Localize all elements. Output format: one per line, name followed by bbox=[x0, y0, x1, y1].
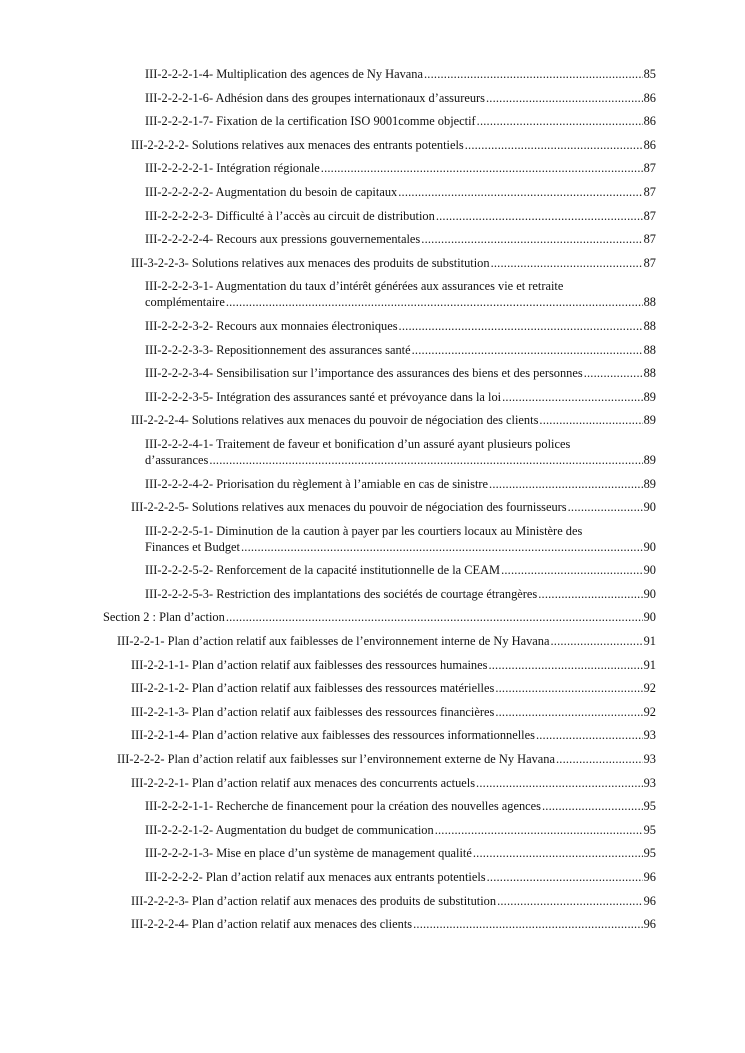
toc-entry[interactable] bbox=[145, 184, 656, 200]
dot-leader bbox=[502, 389, 643, 405]
dot-leader bbox=[209, 452, 642, 468]
toc-entry[interactable] bbox=[131, 499, 656, 515]
toc-entry-page-number: 88 bbox=[643, 318, 656, 333]
toc-entry-page-number: 87 bbox=[643, 208, 656, 223]
toc-entry-title: III-3-2-2-3- Solutions relatives aux menaces des produits de substitution bbox=[131, 255, 490, 270]
toc-entry-page-number: 96 bbox=[643, 870, 656, 884]
toc-entry[interactable] bbox=[131, 893, 656, 909]
toc-entry-page-number: 89 bbox=[643, 476, 656, 491]
toc-entry-title: III-2-2-2-5- Solutions relatives aux menaces du pouvoir de négociation des fournisseurs bbox=[131, 500, 567, 515]
dot-leader bbox=[421, 231, 642, 247]
toc-entry-title: III-2-2-2-4- Plan d’action relatif aux menaces des clients bbox=[131, 917, 413, 932]
dot-leader bbox=[465, 137, 643, 153]
toc-entry-title: III-2-2-1-1- Plan d’action relatif aux faiblesses des ressources humaines bbox=[131, 657, 488, 672]
toc-entry-title: III-2-2-2-2-2- Augmentation du besoin de capitaux bbox=[145, 184, 398, 199]
toc-entry[interactable] bbox=[103, 609, 656, 625]
toc-entry-title: III-2-2-2- Plan d’action relatif aux faiblesses sur l’environnement externe de Ny Havana bbox=[117, 752, 555, 767]
dot-leader bbox=[538, 586, 642, 602]
toc-entry-title: III-2-2-2-1-2- Augmentation du budget de communication bbox=[145, 822, 434, 837]
dot-leader bbox=[584, 365, 643, 381]
toc-entry[interactable] bbox=[131, 255, 656, 271]
toc-entry-page-number: 91 bbox=[643, 657, 656, 672]
toc-entry[interactable] bbox=[145, 66, 656, 82]
toc-entry-page-number: 88 bbox=[643, 342, 656, 357]
toc-entry-page-number: 95 bbox=[643, 799, 656, 814]
dot-leader bbox=[321, 160, 643, 176]
toc-entry-page-number: 92 bbox=[643, 681, 656, 696]
toc-entry-title: III-2-2-2-3-4- Sensibilisation sur l’importance des assurances des biens et des personnes bbox=[145, 366, 583, 381]
toc-entry[interactable] bbox=[145, 822, 656, 838]
toc-entry-title: III-2-2-2-5-3- Restriction des implantations des sociétés de courtage étrangères bbox=[145, 586, 538, 601]
toc-entry-title-continued: Finances et Budget bbox=[145, 539, 240, 554]
dot-leader bbox=[473, 845, 643, 861]
toc-entry[interactable] bbox=[145, 845, 656, 861]
dot-leader bbox=[487, 869, 643, 885]
toc-entry-page-number: 89 bbox=[643, 452, 656, 467]
dot-leader bbox=[539, 412, 642, 428]
toc-entry[interactable] bbox=[131, 727, 656, 743]
toc-entry-title: III-2-2-2-3-2- Recours aux monnaies électroniques bbox=[145, 318, 398, 333]
toc-entry-title: III-2-2-1-2- Plan d’action relatif aux faiblesses des ressources matérielles bbox=[131, 681, 495, 696]
toc-entry-page-number: 93 bbox=[643, 752, 656, 767]
toc-entry[interactable] bbox=[145, 476, 656, 492]
dot-leader bbox=[556, 751, 643, 767]
dot-leader bbox=[491, 255, 643, 271]
dot-leader bbox=[477, 113, 643, 129]
toc-entry-page-number: 87 bbox=[643, 184, 656, 199]
toc-entry-title: III-2-2-2-2- Solutions relatives aux menaces des entrants potentiels bbox=[131, 137, 464, 152]
toc-entry[interactable] bbox=[145, 318, 656, 334]
toc-entry[interactable] bbox=[131, 137, 656, 153]
toc-entry[interactable] bbox=[131, 680, 656, 696]
toc-entry[interactable] bbox=[131, 704, 656, 720]
toc-entry-page-number: 90 bbox=[643, 610, 656, 625]
toc-entry[interactable] bbox=[117, 633, 656, 649]
dot-leader bbox=[568, 499, 643, 515]
toc-entry-title: III-2-2-2-1-6- Adhésion dans des groupes internationaux d’assureurs bbox=[145, 90, 485, 105]
dot-leader bbox=[399, 318, 643, 334]
toc-entry[interactable] bbox=[145, 436, 656, 468]
toc-entry[interactable] bbox=[145, 342, 656, 358]
toc-entry-title: III-2-2-2-4- Solutions relatives aux menaces du pouvoir de négociation des clients bbox=[131, 413, 539, 428]
toc-entry-title: III-2-2-2-3-5- Intégration des assurances santé et prévoyance dans la loi bbox=[145, 389, 502, 404]
toc-entry-title: III-2-2-2-2-3- Difficulté à l’accès au circuit de distribution bbox=[145, 208, 435, 223]
toc-entry[interactable] bbox=[145, 586, 656, 602]
toc-entry-title: III-2-2-2-5-1- Diminution de la caution à payer par les courtiers locaux au Ministère des bbox=[145, 523, 583, 538]
toc-entry-title-continued: complémentaire bbox=[145, 295, 225, 310]
toc-entry[interactable] bbox=[145, 523, 656, 555]
toc-entry-page-number: 86 bbox=[643, 114, 656, 129]
toc-entry[interactable] bbox=[145, 113, 656, 129]
dot-leader bbox=[550, 633, 642, 649]
dot-leader bbox=[501, 562, 643, 578]
toc-entry-title: III-2-2-1- Plan d’action relatif aux faiblesses de l’environnement interne de Ny Havana bbox=[117, 634, 550, 649]
toc-entry-page-number: 86 bbox=[643, 90, 656, 105]
toc-entry-title: III-2-2-1-4- Plan d’action relative aux faiblesses des ressources informationnelles bbox=[131, 728, 535, 743]
toc-entry-title: III-2-2-2-3- Plan d’action relatif aux menaces des produits de substitution bbox=[131, 893, 497, 908]
toc-entry-title: III-2-2-2-5-2- Renforcement de la capacité institutionnelle de la CEAM bbox=[145, 563, 501, 578]
toc-entry[interactable] bbox=[131, 775, 656, 791]
toc-entry-page-number: 90 bbox=[643, 539, 656, 554]
toc-entry-page-number: 87 bbox=[643, 161, 656, 176]
toc-entry-page-number: 90 bbox=[643, 563, 656, 578]
toc-entry-page-number: 92 bbox=[643, 704, 656, 719]
toc-entry-page-number: 89 bbox=[643, 413, 656, 428]
toc-entry-title: III-2-2-2-2-1- Intégration régionale bbox=[145, 161, 320, 176]
dot-leader bbox=[497, 893, 643, 909]
dot-leader bbox=[226, 294, 643, 310]
toc-entry-title: III-2-2-2-4-2- Priorisation du règlement à l’amiable en cas de sinistre bbox=[145, 476, 489, 491]
toc-entry-title: III-2-2-2-2- Plan d’action relatif aux menaces aux entrants potentiels bbox=[145, 870, 486, 884]
toc-entry-page-number: 93 bbox=[643, 775, 656, 790]
toc-entry-page-number: 96 bbox=[643, 893, 656, 908]
toc-entry[interactable] bbox=[131, 916, 656, 932]
toc-entry-page-number: 89 bbox=[643, 389, 656, 404]
toc-entry-page-number: 88 bbox=[643, 366, 656, 381]
table-of-contents bbox=[0, 66, 745, 940]
toc-entry[interactable] bbox=[145, 869, 656, 885]
dot-leader bbox=[486, 90, 643, 106]
dot-leader bbox=[412, 342, 643, 358]
dot-leader bbox=[413, 916, 643, 932]
dot-leader bbox=[398, 184, 642, 200]
toc-entry[interactable] bbox=[131, 412, 656, 428]
toc-entry[interactable] bbox=[145, 90, 656, 106]
toc-entry[interactable] bbox=[117, 751, 656, 767]
dot-leader bbox=[226, 609, 643, 625]
toc-entry-page-number: 96 bbox=[643, 917, 656, 932]
toc-entry-page-number: 90 bbox=[643, 586, 656, 601]
toc-entry[interactable] bbox=[145, 160, 656, 176]
dot-leader bbox=[495, 680, 642, 696]
toc-entry-title: III-2-2-2-4-1- Traitement de faveur et bonification d’un assuré ayant plusieurs polices bbox=[145, 436, 571, 451]
toc-entry-page-number: 87 bbox=[643, 232, 656, 247]
dot-leader bbox=[542, 798, 643, 814]
toc-entry-title: III-2-2-2-1-4- Multiplication des agences de Ny Havana bbox=[145, 67, 423, 81]
toc-entry-title: III-2-2-1-3- Plan d’action relatif aux faiblesses des ressources financières bbox=[131, 704, 495, 719]
toc-entry[interactable] bbox=[145, 562, 656, 578]
toc-entry-title-continued: d’assurances bbox=[145, 452, 209, 467]
toc-entry-page-number: 95 bbox=[643, 822, 656, 837]
dot-leader bbox=[488, 657, 642, 673]
toc-entry[interactable] bbox=[145, 231, 656, 247]
toc-entry-title: III-2-2-2-3-1- Augmentation du taux d’intérêt générées aux assurances vie et retraite bbox=[145, 279, 564, 294]
toc-entry[interactable] bbox=[131, 657, 656, 673]
dot-leader bbox=[424, 66, 643, 82]
dot-leader bbox=[435, 822, 643, 838]
toc-entry-page-number: 93 bbox=[643, 728, 656, 743]
toc-entry-page-number: 90 bbox=[643, 500, 656, 515]
dot-leader bbox=[241, 539, 643, 555]
toc-entry-title: III-2-2-2-1-1- Recherche de financement pour la création des nouvelles agences bbox=[145, 799, 541, 814]
toc-entry-title: III-2-2-2-2-4- Recours aux pressions gouvernementales bbox=[145, 232, 421, 247]
dot-leader bbox=[495, 704, 642, 720]
toc-entry-page-number: 88 bbox=[643, 295, 656, 310]
dot-leader bbox=[489, 476, 643, 492]
toc-entry-page-number: 95 bbox=[643, 846, 656, 861]
toc-entry[interactable] bbox=[145, 798, 656, 814]
toc-entry-page-number: 91 bbox=[643, 634, 656, 649]
dot-leader bbox=[436, 208, 643, 224]
toc-entry-title: III-2-2-2-1- Plan d’action relatif aux menaces des concurrents actuels bbox=[131, 775, 476, 790]
toc-entry-title: III-2-2-2-3-3- Repositionnement des assurances santé bbox=[145, 342, 411, 357]
toc-entry-title: III-2-2-2-1-7- Fixation de la certification ISO 9001comme objectif bbox=[145, 114, 476, 129]
dot-leader bbox=[536, 727, 643, 743]
toc-entry-page-number: 85 bbox=[643, 67, 656, 81]
toc-entry[interactable] bbox=[145, 278, 656, 310]
dot-leader bbox=[476, 775, 643, 791]
toc-entry[interactable] bbox=[145, 365, 656, 381]
toc-entry[interactable] bbox=[145, 208, 656, 224]
toc-entry-page-number: 87 bbox=[643, 255, 656, 270]
toc-entry-title: Section 2 : Plan d’action bbox=[103, 610, 225, 625]
toc-entry-title: III-2-2-2-1-3- Mise en place d’un système de management qualité bbox=[145, 846, 472, 861]
toc-entry[interactable] bbox=[145, 389, 656, 405]
toc-entry-page-number: 86 bbox=[643, 137, 656, 152]
